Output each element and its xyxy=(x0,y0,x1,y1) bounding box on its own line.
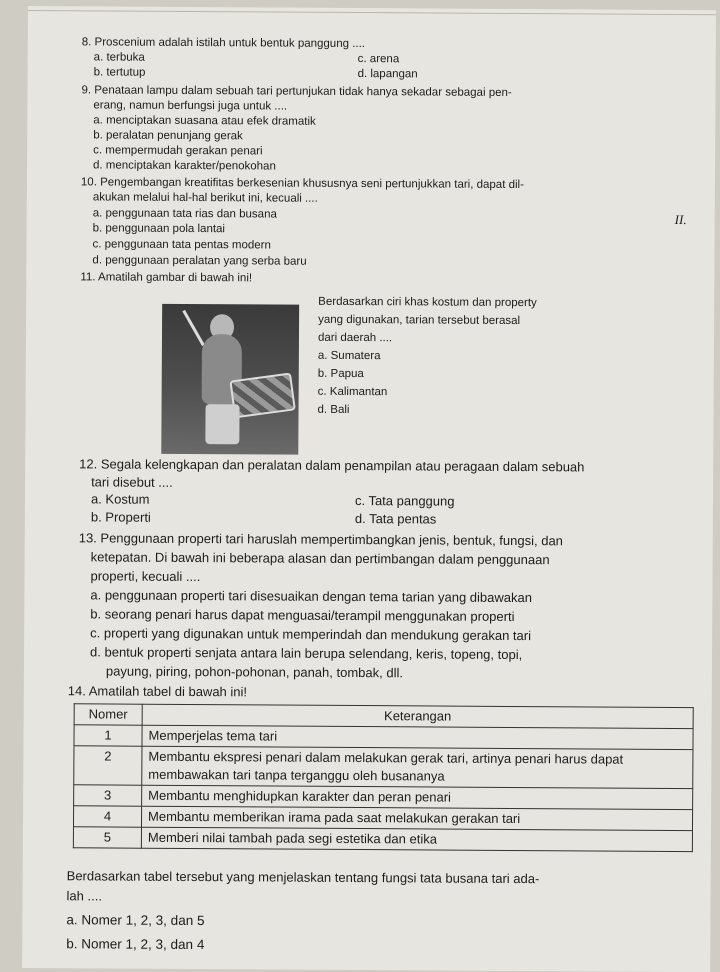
table-row xyxy=(73,827,692,852)
table-cell-text: Membantu memberikan irama pada saat melakukan gerakan tari xyxy=(141,806,692,830)
q14-stem: 14. Amatilah tabel di bawah ini! xyxy=(67,683,248,700)
q12-option-b: b. Properti xyxy=(90,509,151,525)
q13-option-d-line2: payung, piring, pohon-pohonan, panah, tombak, dll. xyxy=(105,663,404,681)
q11-desc-line2: yang digunakan, tarian tersebut berasal xyxy=(318,313,521,328)
q11-stem: 11. Amatilah gambar di bawah ini! xyxy=(80,271,253,285)
table-cell-no: 1 xyxy=(74,725,142,746)
q12-option-c: c. Tata panggung xyxy=(354,493,455,509)
q12-option-d: d. Tata pentas xyxy=(354,511,437,527)
q10-option-a: a. penggunaan tata rias dan busana xyxy=(92,207,277,221)
q8-option-c: c. arena xyxy=(357,53,400,66)
table-cell-text: Memperjelas tema tari xyxy=(142,725,693,749)
q12-stem-line1: 12. Segala kelengkapan dan peralatan dalam penampilan atau peragaan dalam sebuah xyxy=(79,456,585,475)
q10-option-c: c. penggunaan tata pentas modern xyxy=(92,238,271,252)
q10-option-d: d. penggunaan peralatan yang serba baru xyxy=(92,254,307,268)
q9-option-c: c. mempermudah gerakan penari xyxy=(93,144,263,158)
table-cell-no: 3 xyxy=(74,785,142,806)
dancer-photo xyxy=(161,304,299,455)
q11-option-a: a. Sumatera xyxy=(317,349,381,363)
q9-option-a: a. menciptakan suasana atau efek dramatik xyxy=(93,114,316,128)
q13-option-d-line1: d. bentuk properti senjata antara lain berupa selendang, keris, topeng, topi, xyxy=(90,644,523,663)
q9-stem-line2: erang, namun berfungsi juga untuk .... xyxy=(93,99,288,113)
table-cell-no: 5 xyxy=(73,827,141,848)
table-cell-text: Membantu ekspresi penari dalam melakukan gerak tari, artinya penari harus dapat membawakan tari tanpa terganggu oleh busananya xyxy=(142,746,693,788)
q8-stem: 8. Proscenium adalah istilah untuk bentuk panggung .... xyxy=(81,36,366,51)
table-row xyxy=(74,746,693,789)
weapon-prop xyxy=(182,310,204,346)
side-handwritten-mark: II. xyxy=(674,211,687,228)
q13-stem-line1: 13. Penggunaan properti tari haruslah mempertimbangkan jenis, bentuk, fungsi, dan xyxy=(78,530,563,549)
q11-option-d: d. Bali xyxy=(317,403,350,416)
table-cell-text: Memberi nilai tambah pada segi estetika dan etika xyxy=(141,827,692,851)
q14-option-a: a. Nomer 1, 2, 3, dan 5 xyxy=(66,912,205,929)
q12-option-a: a. Kostum xyxy=(90,491,150,507)
table-cell-no: 2 xyxy=(74,746,142,785)
dancer-legs xyxy=(205,404,239,444)
q13-option-a: a. penggunaan properti tari disesuaikan dengan tema tarian yang dibawakan xyxy=(90,587,533,606)
q12-stem-line2: tari disebut .... xyxy=(91,474,173,490)
page-top-rule xyxy=(28,10,716,15)
table-cell-no: 4 xyxy=(73,806,141,827)
q11-option-c: c. Kalimantan xyxy=(317,385,388,399)
q14-after-line2: lah .... xyxy=(66,888,103,904)
q13-stem-line3: properti, kecuali .... xyxy=(90,568,201,585)
worksheet-page xyxy=(22,6,716,972)
table-header-nomer: Nomer xyxy=(74,704,142,725)
q14-table xyxy=(73,703,694,852)
q14-option-b: b. Nomer 1, 2, 3, dan 4 xyxy=(66,936,205,953)
q8-option-b: b. tertutup xyxy=(93,66,146,79)
q10-option-b: b. penggunaan pola lantai xyxy=(92,222,226,236)
q8-option-d: d. lapangan xyxy=(357,68,418,81)
q8-option-a: a. terbuka xyxy=(93,51,145,64)
q10-stem-line1: 10. Pengembangan kreatifitas berkesenian khususnya seni pertunjukkan tari, dapat dil- xyxy=(80,176,524,192)
q11-option-b: b. Papua xyxy=(317,367,364,381)
table-header-keterangan: Keterangan xyxy=(142,704,693,728)
q9-option-d: d. menciptakan karakter/penokohan xyxy=(92,159,276,173)
q9-option-b: b. peralatan penunjang gerak xyxy=(93,129,243,143)
q9-stem-line1: 9. Penataan lampu dalam sebuah tari pertunjukan tidak hanya sekadar sebagai pen- xyxy=(81,84,512,99)
table-cell-text: Membantu menghidupkan karakter dan peran penari xyxy=(142,785,693,809)
q13-stem-line2: ketepatan. Di bawah ini beberapa alasan dan pertimbangan dalam penggunaan xyxy=(90,549,550,568)
q11-desc-line1: Berdasarkan ciri khas kostum dan property xyxy=(318,295,537,310)
q13-option-b: b. seorang penari harus dapat menguasai/terampil menggunakan properti xyxy=(90,606,515,624)
q13-option-c: c. properti yang digunakan untuk memperindah dan mendukung gerakan tari xyxy=(90,625,532,644)
q10-stem-line2: akukan melalui hal-hal berikut ini, kecuali .... xyxy=(92,191,318,205)
q14-after-line1: Berdasarkan tabel tersebut yang menjelaskan tentang fungsi tata busana tari ada- xyxy=(66,868,540,887)
q11-desc-line3: dari daerah .... xyxy=(317,331,393,345)
